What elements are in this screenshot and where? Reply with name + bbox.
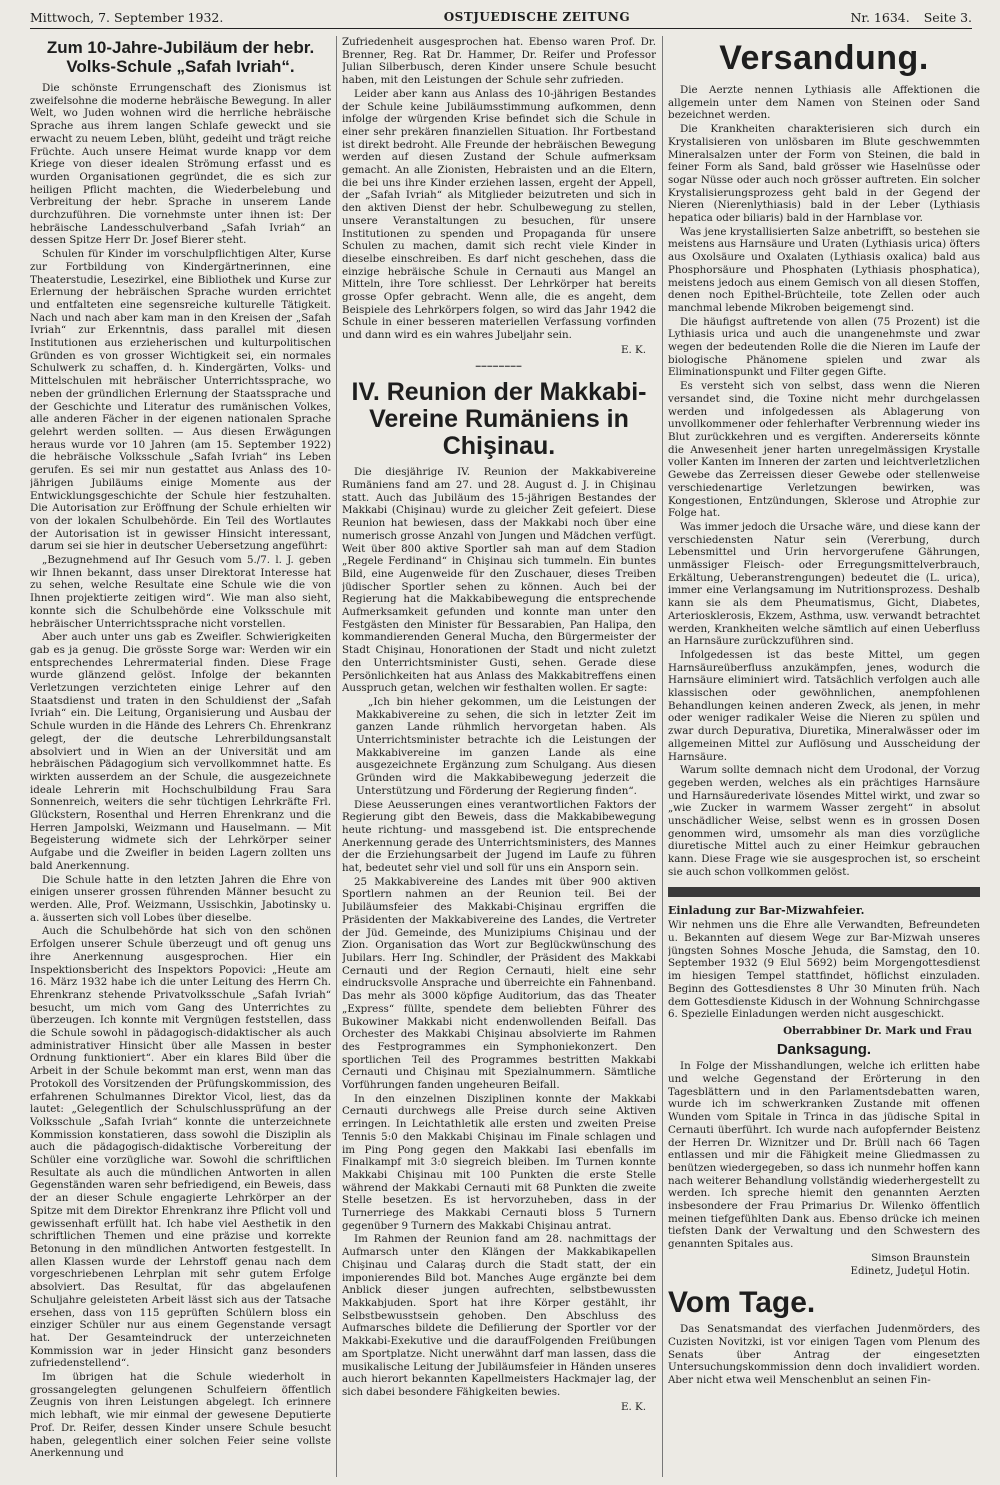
article-paragraph: Auch die Schulbehörde hat sich von den schönen Erfolgen unserer Schule überzeugt und oft genug uns ihre Anerkennung ausgesprochen. Hier ein Inspektionsbericht des Inspektors Popovici: „Heute am 16. März 1932 habe ich die unter Leitung des Herrn Ch. Ehrenkranz stehende Privatvolksschule „Safah Ivriah“ besucht, um mich vom Gang des Unterrichtes zu überzeugen. Ich konnte mit Vergnügen feststellen, dass die Schule sowohl in pädagogisch-didaktischer als auch administrativer Hinsicht über alle Massen in bester Ordnung funktioniert“. Aber ein klares Bild über die Arbeit in der Schule bekommt man erst, wenn man das Protokoll des Vorsitzenden der Prüfungskommission, des erfahrenen Schulmannes Direktor Vicol, liest, das da lautet: „Gelegentlich der Schulschlussprüfung an der Volksschule „Safah Ivriah“ konnte die unterzeichnete Kommission konstatieren, dass sowohl die Disziplin als auch die pädagogisch-didaktische Vorbereitung der Schüler eine vorzügliche war. Sowohl die schriftlichen Resultate als auch die mündlichen Antworten in allen Gegenständen waren sehr befriedigend, ein Beweis, dass der an dieser Schule engagierte Lehrkörper an der Spitze mit dem Direktor Ehrenkranz ihre Pflicht voll und gewissenhaft erfüllt hat. Ich habe viel Aesthetik in den schriftlichen Themen und eine präzise und korrekte Betonung in den mündlichen Antworten festgestellt. In allen Klassen wurde der Lehrstoff genau nach dem vorgeschriebenen Lehrplan mit sehr gutem Erfolge absolviert. Das Resultat, für das abgelaufenen Schuljahre geleisteten Arbeit lässt sich aus der Tatsache ersehen, dass von 115 geprüften Schülern bloss ein einziger Schüler nur aus einem Gegenstande versagt hat. Der Gesamteindruck der unterzeichneten Kommission war in jeder Hinsicht ganz besonders zufriedenstellend“. (30, 925, 331, 1370)
column-2 (342, 36, 656, 1479)
article-paragraph: Die diesjährige IV. Reunion der Makkabivereine Rumäniens fand am 27. und 28. August d. J. in Chişinau statt. Auch das Jubiläum des 15-jährigen Bestandes der Makkabi (Chişinau) wurde zu gleicher Zeit gefeiert. Diese Reunion hat bewiesen, dass der Makkabi noch über eine numerisch grosse Anzahl von Jungen und Mädchen verfügt. Weit über 800 aktive Sportler sah man auf dem Stadion „Regele Ferdinand“ in Chişinau sich tummeln. Ein buntes Bild, eine Augenweide für den Zuschauer, dieses Treiben jüdischer Sportler sehen zu können. Auch bei der Regierung hat die Makkabibewegung die entsprechende Aufmerksamkeit gefunden und konnte man unter den Festgästen den Minister für Bessarabien, Pan Halipa, den kommandierenden General Mucha, den Bürgermeister der Stadt Chişinau, Honorationen der Stadt und nicht zuletzt den Unterrichtsminister Gusti, sehen. Gerade diese Persönlichkeiten hat aus Anlass des Makkabitreffens einen Ausspruch getan, welchen wir festhalten wollen. Er sagte: (342, 466, 656, 695)
article-paragraph: Diese Aeusserungen eines verantwortlichen Faktors der Regierung gibt den Beweis, dass die Makkabibewegung heute richtung- und massgebend ist. Die entsprechende Anerkennung gerade des Unterrichtsministers, des Mannes der die Erziehungsarbeit der Jugend im Laufe zu führen hat, bedeutet sehr viel und soll für uns ein Ansporn sein. (342, 798, 656, 875)
thanks-title: Danksagung. (776, 1040, 872, 1058)
article-paragraph: „Bezugnehmend auf Ihr Gesuch vom 5./7. l. J. geben wir Ihnen bekannt, dass unser Direktorat Interesse hat zu sehen, welche Resultate eine Schule wie die von Ihnen projektierte zeitigen wird“. Wie man also sieht, konnte sich die Schulbehörde eine Volksschule mit hebräischer Unterrichtssprache nicht vorstellen. (30, 554, 331, 630)
article-headline-versandung: Versandung. (719, 39, 929, 77)
thanks-text: In Folge der Misshandlungen, welche ich erlitten habe und welche Gegenstand der Erörterung in den Tagesblättern und in den Parlamentsdebatten waren, wurde ich im schwerkranken Zustande mit offenen Wunden vom Spitale in Trinca in das jüdische Spital in Cernauti überführt. Ich wurde nach aufopfernder Beistenz der Herren Dr. Wiznitzer und Dr. Brüll nach 66 Tagen entlassen und mir die Fähigkeit meine Gliedmassen zu benützen wiedergegeben, so dass ich nunmehr hoffen kann nach weiterer Behandlung vollständig wiederhergestellt zu werden. Ich spreche hiemit den genannten Aerzten insbesondere der Frau Primarius Dr. Wilenko öffentlich meinen tiefgefühlten Dank aus. Ebenso drücke ich meinen tiefsten Dank der Verwaltung und den Schwestern des genannten Spitales aus. (668, 1060, 980, 1251)
separator-ornament: ━━━━━━━━ (475, 361, 523, 371)
vom-tage-text: Das Senatsmandat des vierfachen Judenmörders, des Cuzisten Novitzki, ist vor einigen Tagen vom Plenum des Senats über Antrag der eingesetzten Untersuchungskommission denn doch invalidiert worden. Aber nicht etwa weil Menschenblut an seinen Fin- (668, 1323, 980, 1387)
article-paragraph: Zufriedenheit ausgesprochen hat. Ebenso waren Prof. Dr. Brenner, Reg. Rat Dr. Hammer, Dr. Reifer und Professor Julian Silberbusch, deren Kinder unsere Schule besucht haben, mit den Leistungen der Schule sehr zufrieden. (342, 36, 656, 87)
invite-text: Wir nehmen uns die Ehre alle Verwandten, Befreundeten u. Bekannten auf diesem Wege zur Bar-Mizwah unseres jüngsten Sohnes Mosche Jehuda, die Samstag, den 10. September 1932 (9 Elul 5692) beim Morgengottesdienst im hiesigen Tempel stattfindet, höflichst einzuladen. Beginn des Gottesdienstes 8 Uhr 30 Minuten früh. Nach dem Gottesdienste Kidusch in der Wohnung Schnirchgasse 6. Spezielle Einladungen werden nicht ausgeschickt. (668, 919, 980, 1021)
page-number: Seite 3. (923, 9, 972, 25)
column-1 (30, 36, 331, 1479)
issue-info (850, 10, 972, 25)
article-headline-school: Zum 10-Jahre-Jubiläum der hebr. Volks-Schule „Safah Ivriah“. (46, 38, 315, 76)
article-paragraph: In den einzelnen Disziplinen konnte der Makkabi Cernauti durchwegs alle Preise durch seine Aktiven erringen. In Leichtathletik alle ersten und zweiten Preise Tennis 5:0 den Makkabi Chişinau im Finale schlagen und im Ping Pong gegen den Makkabi Iasi ebenfalls im Finalkampf mit 3:0 siegreich bleiben. Im Turnen konnte Makkabi Chişinau mit 100 Punkten die erste Stelle während der Makkabi Cernauti mit 68 Punkten die zweite Stelle besetzen. Es ist hervorzuheben, dass in der Turnerriege des Makkabi Cernauti bloss 5 Turnern gegenüber 9 Turnern des Makkabi Chişinau antrat. (342, 1092, 656, 1232)
article-paragraph: Die Aerzte nennen Lythiasis alle Affektionen die allgemein unter dem Namen von Steinen oder Sand bezeichnet werden. (668, 84, 980, 122)
masthead (30, 6, 972, 29)
paper-title: OSTJUEDISCHE ZEITUNG (443, 10, 631, 24)
article-headline-makkabi: IV. Reunion der Makkabi-Vereine Rumäniens in Chişinau. (351, 378, 647, 461)
article-quote: „Ich bin hieher gekommen, um die Leistungen der Makkabivereine zu sehen, die sich in letzter Zeit im ganzen Lande rühmlich hervorgetan haben. Als Unterrichtsminister betrachte ich die Leistungen der Makkabivereine im ganzen Lande als eine ausgezeichnete Ergänzung zum Schulgang. Aus diesen Gründen wird die Makkabibewegung jederzeit die Unterstützung und Förderung der Regierung finden“. (356, 695, 656, 797)
author-signature: E. K. (620, 1400, 646, 1413)
invite-signature: Oberrabbiner Dr. Mark und Frau (783, 1024, 972, 1037)
section-bar (668, 887, 980, 897)
column-rule-2 (662, 36, 663, 1477)
issue-number: Nr. 1634. (850, 9, 910, 25)
article-paragraph: Schulen für Kinder im vorschulpflichtigen Alter, Kurse zur Fortbildung von Kindergärtnerinnen, eine Theaterstudie, Lesezirkel, eine Bibliothek und Kurse zur Erlernung der hebräischen Sprache wurden errichtet und entfalteten eine segensreiche kulturelle Tätigkeit. Nach und nach aber kam man in den Kreisen der „Safah Ivriah“ zur Erkenntnis, dass parallel mit diesen Institutionen aus erzieherischen und kulturpolitischen Gründen es von grosser Wichtigkeit sei, ein normales Schulwerk zu schaffen, d. h. Kindergärten, Volks- und Mittelschulen mit hebräischer Unterrichtssprache, wo neben der gründlichen Erlernung der Staatssprache und der Geschichte und Literatur des rumänischen Volkes, alle anderen Fächer in der eigenen nationalen Sprache gelehrt werden sollten. — Aus diesen Erwägungen heraus wurde vor 10 Jahren (am 15. September 1922) die hebräische Volksschule „Safah Ivriah“ ins Leben gerufen. Es sei mir nun gestattet aus Anlass des 10-jährigen Jubiläums einige Momente aus der Entwicklungsgeschichte der Schule hier festzuhalten. Die Autorisation zur Eröffnung der Schule erhielten wir von der lokalen Schulbehörde. Ein Teil des Wortlautes der Autorisation ist in gewisser Hinsicht interessant, darum sei sie hier in deutscher Uebersetzung angeführt: (30, 248, 331, 553)
article-paragraph: Was immer jedoch die Ursache wäre, und diese kann der verschiedensten Natur sein (Vererbung, durch Lebensmittel und Urin hervorgerufene Gährungen, unmässiger Fleisch- oder Erregungsmittelverbrauch, Erkältung, Ueberanstrengungen) bedeutet die (L. urica), immer eine Verlangsamung im Nutritionsprozess. Deshalb kann sie als dem Pheumatismus, Gicht, Diabetes, Arteriosklerosis, Ekzem, Asthma, usw. verwandt betrachtet werden, Krankheiten welche sämtlich auf einen Ueberfluss an Harnsäure zurückzuführen sind. (668, 520, 980, 648)
author-signature: E. K. (620, 343, 646, 356)
article-paragraph: Es versteht sich von selbst, dass wenn die Nieren versandet sind, die Toxine nicht mehr durchgelassen werden und infolgedessen als Ablagerung von unvollkommener oder fehlerhafter Verbrennung wieder ins Blut zurückkehren und es vergiften. Andererseits könnte die Anwesenheit jener harten unregelmässigen Krystalle voller Kanten im Inneren der zarten und leichtverletzlichen Gewebe das Zerreissen dieser Gewebe oder stellenweise verschiedenartige Verletzungen bewirken, was Kongestionen, Entzündungen, Sklerose und Atrophie zur Folge hat. (668, 380, 980, 520)
article-paragraph: Leider aber kann aus Anlass des 10-jährigen Bestandes der Schule keine Jubiläumsstimmung aufkommen, denn infolge der würgenden Krise befindet sich die Schule in einer sehr prekären finanziellen Situation. Ihr Fortbestand ist direkt bedroht. Alle Freunde der hebräischen Bewegung werden auf diesen Zustand der Schule aufmerksam gemacht. An alle Zionisten, Hebraisten und an die Eltern, die bei uns ihre Kinder erziehen lassen, ergeht der Appell, der „Safah Ivriah“ als Mitglieder beizutreten und sich in den aktiven Dienst der hebr. Schulbewegung zu stellen, unsere Veranstaltungen zu besuchen, für unsere Institutionen zu spenden und Propaganda für unsere Schulen zu machen, damit sich recht viele Kinder in dieselbe einschreiben. Es darf nicht geschehen, dass die einzige hebräische Schule in Cernauti aus Mangel an Mitteln, ihre Tore schliesst. Der Lehrkörper hat bereits grosse Opfer gebracht. Wenn alle, die es angeht, dem Beispiele des Lehrkörpers folgen, so wird das Jahr 1942 die Schule in einer besseren materiellen Verfassung vorfinden und dann wird es ein wahres Jubeljahr sein. (342, 87, 656, 342)
thanks-signature-name: Simson Braunstein (871, 1251, 970, 1264)
article-paragraph: Die schönste Errungenschaft des Zionismus ist zweifelsohne die moderne hebräische Bewegung. In aller Welt, wo Juden wohnen wird die herrliche hebräische Sprache aus ihrem langen Schlafe geweckt und sie erwacht zu neuem Leben, blüht, gedeiht und trägt reiche Früchte. Auch unsere Heimat wurde knapp vor dem Kriege von dieser idealen Strömung erfasst und es wurden Organisationen gegründet, die es sich zur heiligen Pflicht machten, die Wiederbelebung und Verbreitung der hebr. Sprache in unserem Lande durchzuführen. Die vornehmste unter ihnen ist: Der hebräische Landesschulverband „Safah Ivriah“ an dessen Spitze Herr Dr. Josef Bierer steht. (30, 82, 331, 247)
column-rule-1 (336, 36, 337, 1477)
column-3 (668, 36, 980, 1479)
article-paragraph: Was jene krystallisierten Salze anbetrifft, so bestehen sie meistens aus Harnsäure und Uraten (Lythiasis urica) öfters aus Oxolsäure und Oxalaten (Lythiasis oxalica) bald aus Phosphorsäure und Phosphaten (Lythiasis phosphatica), meistens jedoch aus einem Gemisch von all diesen Stoffen, denen noch Epithel-Brüchteile, tote Zellen oder auch manchmal lebende Mikroben beigemengt sind. (668, 225, 980, 314)
vom-tage-title: Vom Tage. (668, 1286, 816, 1320)
article-paragraph: Aber auch unter uns gab es Zweifler. Schwierigkeiten gab es ja genug. Die grösste Sorge war: Werden wir ein entsprechendes Lehrermaterial finden. Diese Frage wurde glänzend gelöst. Infolge der bekannten Verletzungen verzichteten einige Lehrer auf den Staatsdienst und traten in den Schuldienst der „Safah Ivriah“ ein. Die Leitung, Organisierung und Ausbau der Schule wurden in die Hände des Lehrers Ch. Ehrenkranz gelegt, der die deutsche Lehrerbildungsanstalt absolviert und in Wien an der Universität und am hebräischen Pädagogium sich vervollkommnet hatte. Es wirkten ausserdem an der Schule, die ausgezeichnete ideale Lehrerin mit Hochschulbildung Frau Sara Sonnenreich, weiters die sehr tüchtigen Lehrkräfte Frl. Glückstern, Rosenthal und Herren Ehrenkranz und die Herren Jampolski, Weizmann und Hauselmann. — Mit Begeisterung widmete sich der Lehrkörper seiner Aufgabe und die Zweifler in beiden Lagern zollten uns bald Anerkennung. (30, 631, 331, 872)
article-paragraph: Infolgedessen ist das beste Mittel, um gegen Harnsäureüberfluss anzukämpfen, jenes, wodurch die Harnsäure eliminiert wird. Tatsächlich verfolgen auch alle klassischen oder gewöhnlichen, anempfohlenen Behandlungen keinen anderen Zweck, als jenen, in mehr oder weniger radikaler Weise die Nieren zu spülen und zwar durch Depurativa, Diuretika, Mineralwässer oder im allgemeinen Mittel zur Auflösung und Ausscheidung der Harnsäure. (668, 648, 980, 763)
article-paragraph: Die Krankheiten charakterisieren sich durch ein Krystalisieren von unlösbaren im Blute geschwemmten Mineralsalzen unter der Form von Steinen, die bald in feiner Form als Sand, bald grösser wie Haselnüsse oder sogar Nüsse oder auch noch grösser auftreten. Ein solcher Krystalisierungsprozess geht bald in der Gegend der Nieren (Nierenlythiasis) bald in der Leber (Lythiasis hepatica oder biliaris) bald in der Harnblase vor. (668, 123, 980, 225)
issue-date: Mittwoch, 7. September 1932. (30, 9, 224, 25)
article-paragraph: Im übrigen hat die Schule wiederholt in grossangelegten gelungenen Schulfeiern öffentlich Zeugnis von ihren Leistungen abgelegt. Ich erinnere mich lebhaft, wie mir einmal der gewesene Deputierte Prof. Dr. Reifer, dessen Kinder unsere Schule besucht haben, gelegentlich einer solchen Feier seine vollste Anerkennung und (30, 1371, 331, 1460)
article-paragraph: Die Schule hatte in den letzten Jahren die Ehre von einigen unserer grossen führenden Männer besucht zu werden. Alle, Prof. Weizmann, Ussischkin, Jabotinsky u. a. äusserten sich voll Lobes über dieselbe. (30, 873, 331, 924)
article-paragraph: 25 Makkabivereine des Landes mit über 900 aktiven Sportlern nahmen an der Reunion teil. Bei der Jubiläumsfeier des Makkabi-Chişinau ergriffen die Präsidenten der Makkabivereine des Landes, die Vertreter der Jüd. Gemeinde, des Munizipiums Chişinau und der Zion. Organisation das Wort zur Beglückwünschung des Jubilars. Herr Ing. Schindler, der Präsident des Makkabi Cernauti und der Region Cernauti, hielt eine sehr eindrucksvolle Ansprache und überreichte ein Fahnenband. Das mehr als 3000 köpfige Auditorium, das das Theater „Express“ füllte, spendete dem beliebten Führer des Bukowiner Makkabi nicht endenwollenden Beifall. Das Orchester des Makkabi Chişinau absolvierte im Rahmen des Festprogrammes ein Symphoniekonzert. Den sportlichen Teil des Programmes bestritten Makkabi Cernauti und Chişinau mit Spezialnummern. Sämtliche Vorführungen fanden ungeheuren Beifall. (342, 875, 656, 1092)
article-paragraph: Im Rahmen der Reunion fand am 28. nachmittags der Aufmarsch unter den Klängen der Makkabikapellen Chişinau und Calaraş durch die Stadt statt, der ein imponierendes Bild bot. Manches Auge ergänzte bei dem Anblick dieser jungen aufrechten, selbstbewussten Makkabjuden. Sport hat ihre Körper gestählt, ihr Selbstbewusstsein gehoben. Den Abschluss des Aufmarsches bildete die Defilierung der Sportler vor der Makkabi-Exekutive und die daraufFolgenden Freiübungen am Sportplatze. Nicht unerwähnt darf man lassen, dass die musikalische Leitung der Jubiläumsfeier in Händen unseres auch hierort bekannten Kapellmeisters Hackmajer lag, der sich dabei besondere Fähigkeiten bewies. (342, 1233, 656, 1398)
article-paragraph: Die häufigst auftretende von allen (75 Prozent) ist die Lythiasis urica und auch die unangenehmste und zwar wegen der bedeutenden Rolle die die Nieren im Laufe der biologische Phänomene spielen und zwar als Eliminationspunkt und Filter gegen Gifte. (668, 315, 980, 379)
thanks-signature-place: Edinetz, Judeţul Hotin. (850, 1264, 970, 1277)
invite-title: Einladung zur Bar-Mizwahfeier. (668, 903, 865, 917)
article-paragraph: Warum sollte demnach nicht dem Urodonal, der Vorzug gegeben werden, welches als ein prächtiges Harnsäure und Harnsäurederivate lösendes Mittel wirkt, und zwar so „wie Zucker in warmem Wasser zergeht“ in absolut unschädlicher Weise, selbst wenn es in grossen Dosen genommen wird, umsomehr als man dies vorzügliche diuretische Mittel auch zu einer Heimkur gebrauchen kann. Diese Frage wie sie ausgesprochen ist, so erscheint sie auch schon vollkommen gelöst. (668, 764, 980, 878)
